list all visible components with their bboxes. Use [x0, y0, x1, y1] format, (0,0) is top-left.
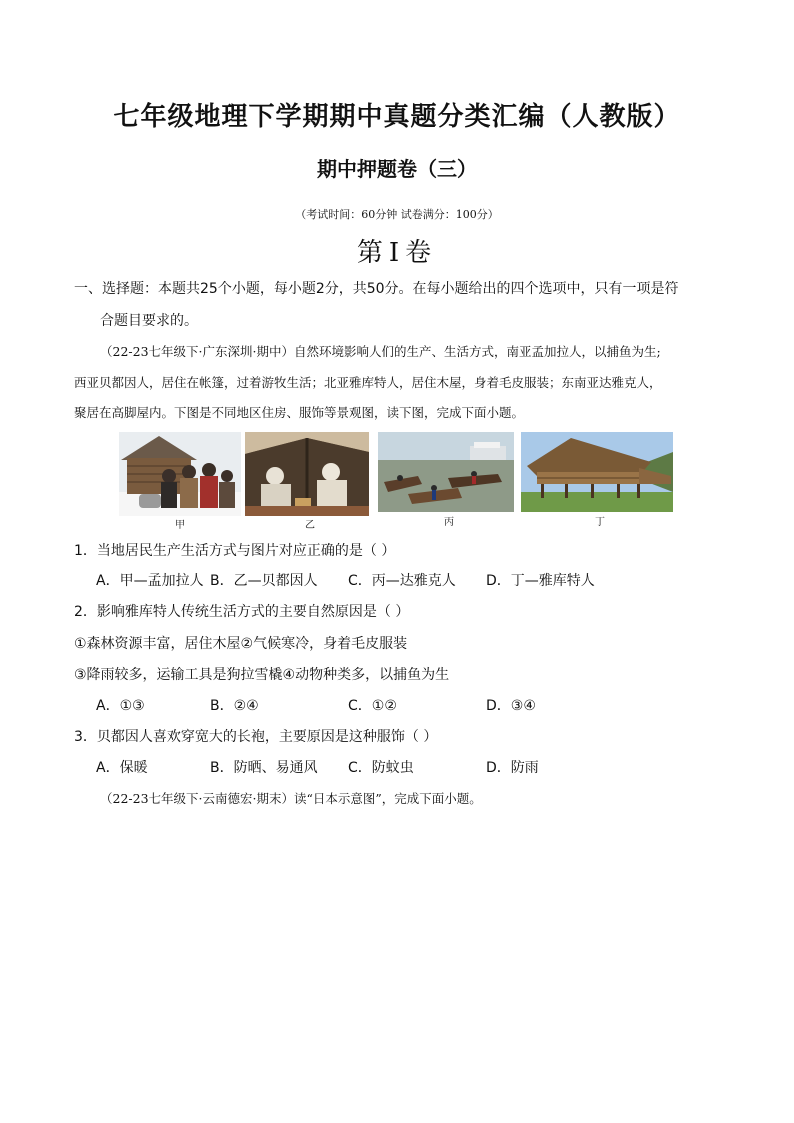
passage1-line1: （22-23七年级下·广东深圳·期中）自然环境影响人们的生产、生活方式，南亚孟加拉人，以捕鱼为生;: [100, 344, 661, 359]
photo-yi: [245, 432, 369, 516]
question-2-option-d[interactable]: D．③④: [486, 698, 536, 714]
photo-jia: [119, 432, 241, 516]
caption-yi: 乙: [305, 520, 315, 531]
question-3-option-a[interactable]: A．保暖: [96, 760, 148, 776]
question-1-stem: 1．当地居民生产生活方式与图片对应正确的是（ ）: [74, 543, 396, 559]
passage1-line2: 西亚贝都因人，居住在帐篷，过着游牧生活；北亚雅库特人，居住木屋，身着毛皮服装；东南亚达雅克人，: [74, 375, 662, 390]
question-2-option-c[interactable]: C．①②: [348, 698, 397, 714]
question-3-option-b[interactable]: B．防晒、易通风: [210, 760, 318, 776]
passage2-line1: （22-23七年级下·云南德宏·期末）读“日本示意图”，完成下面小题。: [100, 791, 482, 806]
photo-ding: [521, 432, 673, 512]
question-3-option-c[interactable]: C．防蚊虫: [348, 760, 414, 776]
question-2-stem: 2．影响雅库特人传统生活方式的主要自然原因是（ ）: [74, 604, 410, 620]
exam-info: （考试时间：60分钟 试卷满分：100分）: [295, 208, 499, 221]
question-3-option-d[interactable]: D．防雨: [486, 760, 539, 776]
question-2-option-b[interactable]: B．②④: [210, 698, 259, 714]
photo-yi-image: [245, 432, 369, 516]
photo-ding-image: [521, 432, 673, 512]
section-heading-line1: 一、选择题：本题共25个小题，每小题2分，共50分。在每小题给出的四个选项中，只有一项是符: [74, 281, 679, 297]
caption-jia: 甲: [175, 520, 185, 531]
question-2-statement-2: ③降雨较多，运输工具是狗拉雪橇④动物种类多，以捕鱼为生: [74, 667, 450, 683]
question-3-stem: 3．贝都因人喜欢穿宽大的长袍，主要原因是这种服饰（ ）: [74, 729, 438, 745]
section-heading-line2: 合题目要求的。: [100, 313, 198, 329]
page-title: 七年级地理下学期期中真题分类汇编（人教版）: [113, 102, 681, 132]
photo-jia-image: [119, 432, 241, 516]
passage1-line3: 聚居在高脚屋内。下图是不同地区住房、服饰等景观图，读下图，完成下面小题。: [74, 405, 525, 420]
question-2-option-a[interactable]: A．①③: [96, 698, 145, 714]
page-subtitle: 期中押题卷（三）: [317, 157, 477, 181]
question-1-option-c[interactable]: C．丙—达雅克人: [348, 573, 456, 589]
question-1-option-d[interactable]: D．丁—雅库特人: [486, 573, 595, 589]
question-1-option-a[interactable]: A．甲—孟加拉人: [96, 573, 204, 589]
photo-bing: [378, 432, 514, 512]
question-1-option-b[interactable]: B．乙—贝都因人: [210, 573, 318, 589]
caption-ding: 丁: [595, 517, 605, 528]
volume-heading: 第Ⅰ卷: [356, 238, 438, 268]
caption-bing: 丙: [444, 517, 454, 528]
question-2-statement-1: ①森林资源丰富，居住木屋②气候寒冷，身着毛皮服装: [74, 636, 408, 652]
photo-bing-image: [378, 432, 514, 512]
